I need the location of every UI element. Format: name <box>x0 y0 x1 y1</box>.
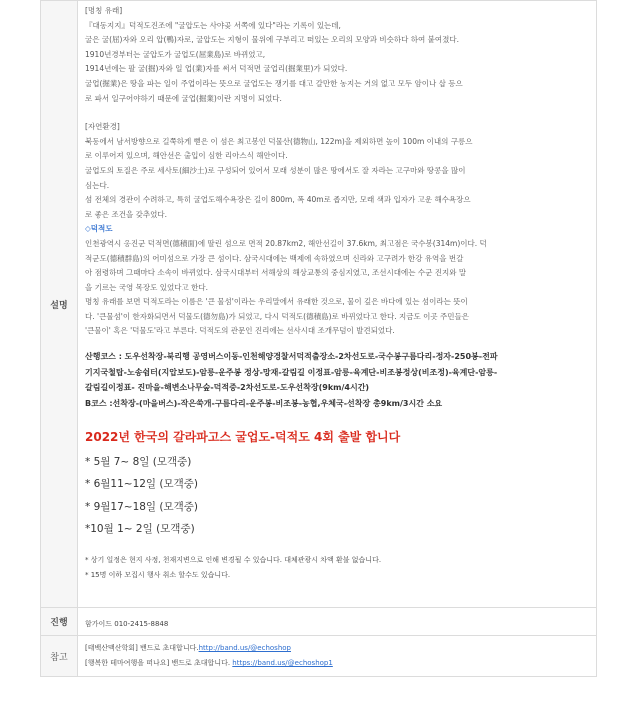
deokjeok-line: '큰물이' 혹은 '덕물도'라고 부른다. 덕적도의 관문인 진리에는 선사시대 조개무덤이 발견되었다. <box>85 326 395 336</box>
schedule-item: *10월 1~ 2일 (모객중) <box>85 523 195 536</box>
environment-line: 심는다. <box>85 180 110 190</box>
course-line: 기지국철탑-노송쉼터(지압보도)-암릉-운주봉 정상-망재-갈림길 이정표-암릉-육계단-비조봉정상(비조정)-육계단-암릉- <box>85 367 498 377</box>
band-invite-1 <box>85 641 596 656</box>
origin-line: 굴은 굴(屈)자와 오리 압(鴨)자로, 굴압도는 지형이 물위에 구부리고 떠있는 오리의 모양과 비슷하다 하여 붙여졌다. <box>85 35 459 45</box>
info-table <box>40 0 597 677</box>
origin-line: 1914년에는 팔 굴(掘)자와 일 업(業)자를 써서 덕적면 굴업리(掘業里)가 되었다. <box>85 64 348 74</box>
environment-line: 굴업도의 토질은 주로 세사토(細沙土)로 구성되어 있어서 모래 성분이 많은 땅에서도 잘 자라는 고구마와 땅콩을 많이 <box>85 165 466 175</box>
deokjeok-section <box>85 222 596 339</box>
deokjeok-line: 을 기르는 국영 목장도 있었다고 한다. <box>85 282 208 292</box>
band-invite-2 <box>85 656 596 671</box>
band-invite-1-text: [태백산맥산학회] 밴드로 초대합니다. <box>85 644 199 652</box>
contact-content <box>78 608 597 636</box>
origin-line: 『대동지지』덕적도진조에 "굴압도는 사야곶 서쪽에 있다"라는 기록이 있는데, <box>85 20 341 30</box>
contact-text: 함가이드 010-2415-8848 <box>85 620 169 628</box>
environment-line: 북동에서 남서방향으로 길쭉하게 뻗은 이 섬은 최고봉인 덕물산(德物山, 122m)을 제외하면 높이 100m 이내의 구릉으 <box>85 136 473 146</box>
deokjeok-heading: ◇덕적도 <box>85 224 113 234</box>
course-line: 갈림길이정표- 진마을-해변소나무숲-덕적중-2차선도로-도우선착장(9km/4시간) <box>85 383 370 393</box>
reference-label: 참고 <box>41 636 78 677</box>
band-link-1[interactable]: http://band.us/@echoshop <box>198 644 291 652</box>
departure-announcement: 2022년 한국의 갈라파고스 굴업도-덕적도 4회 출발 합니다 <box>85 429 401 444</box>
schedule-item: * 5월 7~ 8일 (모객중) <box>85 455 192 468</box>
deokjeok-line: 적군도(德積群島)의 어미섬으로 가장 큰 섬이다. 삼국시대에는 백제에 속하였으며 신라와 고구려가 한강 유역을 번갈 <box>85 253 464 263</box>
origin-heading: [명칭 유래] <box>85 6 123 15</box>
environment-heading: [자연환경] <box>85 122 120 132</box>
description-content <box>78 1 597 608</box>
contact-label: 진행 <box>41 608 78 636</box>
origin-line: 로 파서 일구어야하기 때문에 굴업(掘業)이란 지명이 되었다. <box>85 93 282 103</box>
environment-line: 로 이루어져 있으며, 해안선은 출입이 심한 리아스식 해안이다. <box>85 151 288 161</box>
schedule-list <box>85 451 596 541</box>
course-line: 산행코스 : 도우선착장-북리행 공영버스이동-인천해양경찰서덕적출장소-2차선도로-국수봉구름다리-정자-250봉-전파 <box>85 352 498 362</box>
note-item: * 상기 일정은 현지 사정, 천재지변으로 인해 변경될 수 있습니다. 대체관광시 차액 환불 없습니다. <box>85 555 382 564</box>
description-row <box>41 1 597 608</box>
band-invite-2-text: [행복한 테마여행을 떠나요] 밴드로 초대합니다. <box>85 659 233 667</box>
origin-line: 굴업(掘業)은 땅을 파는 일이 주업이라는 뜻으로 굴업도는 쟁기를 대고 갈만한 농지는 거의 없고 모두 암이나 삽 등으 <box>85 78 463 88</box>
reference-row <box>41 636 597 677</box>
environment-line: 섬 전체의 경관이 수려하고, 특히 굴업도해수욕장은 길이 800m, 폭 40m로 좁지만, 모래 색과 입자가 고운 해수욕장으 <box>85 195 471 205</box>
origin-line: 1910년경부터는 굴압도가 굴업도(屈業島)로 바뀌었고, <box>85 49 266 59</box>
deokjeok-line: 명칭 유래를 보면 덕적도라는 이름은 '큰 물섬'이라는 우리말에서 유래한 것으로, 물이 깊은 바다에 있는 섬이라는 뜻이 <box>85 297 468 307</box>
reference-content <box>78 636 597 677</box>
note-item: * 15명 이하 모집시 행사 취소 할수도 있습니다. <box>85 570 231 579</box>
environment-line: 로 좋은 조건을 갖추었다. <box>85 209 167 219</box>
environment-section <box>85 120 596 222</box>
description-label: 설명 <box>41 1 78 608</box>
course-line: B코스 :선착장-(마을버스)-작은쑥개-구름다리-운주봉-비조봉-농협,우체국-선착장 총9km/3시간 소요 <box>85 399 443 409</box>
origin-section <box>85 4 596 106</box>
schedule-item: * 6월11~12일 (모객중) <box>85 478 199 491</box>
deokjeok-line: 다. '큰물섬'이 한자화되면서 덕물도(德勿島)가 되었고, 다시 덕적도(德積島)로 바뀌었다고 한다. 지금도 이곳 주민들은 <box>85 311 470 321</box>
contact-row <box>41 608 597 636</box>
schedule-item: * 9월17~18일 (모객중) <box>85 500 199 513</box>
hiking-course-section <box>85 349 596 412</box>
deokjeok-line: 아 점령하며 그때마다 소속이 바뀌었다. 삼국시대부터 서해상의 해상교통의 중심지였고, 조선시대에는 수군 진지와 말 <box>85 268 467 278</box>
band-link-2[interactable]: https://band.us/@echoshop1 <box>232 659 333 667</box>
deokjeok-line: 인천광역시 옹진군 덕적면(德積面)에 딸린 섬으로 면적 20.87km2, 해안선길이 37.6km, 최고점은 국수봉(314m)이다. 덕 <box>85 238 487 248</box>
notes-list <box>85 553 596 583</box>
